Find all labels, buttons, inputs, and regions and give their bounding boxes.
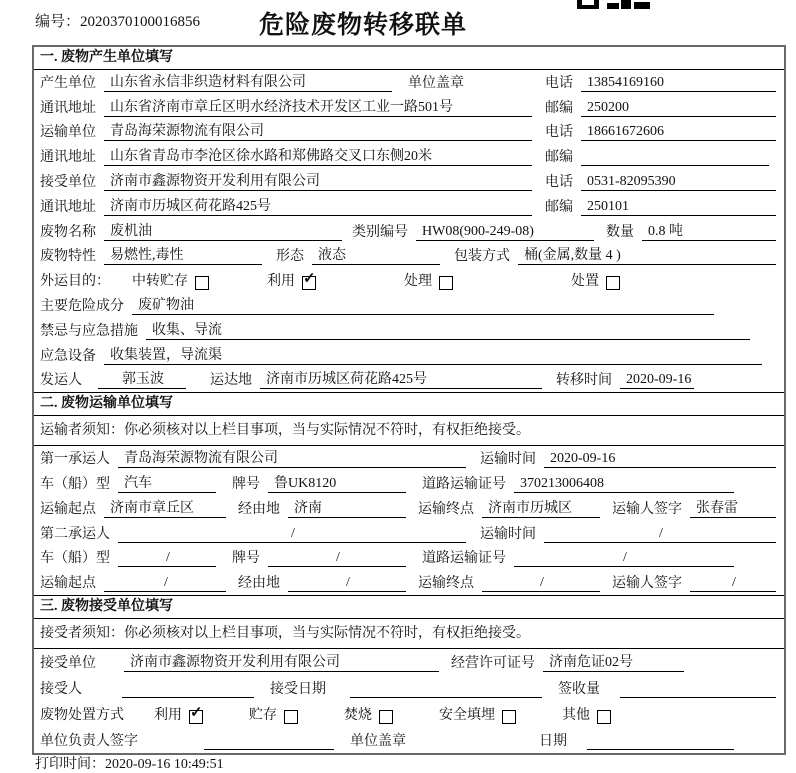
accept-unit-value: 济南市鑫源物资开发利用有限公司	[124, 651, 439, 672]
road-license-value: 370213006408	[514, 476, 734, 493]
qr-code-fragment	[577, 0, 651, 9]
carrier-sign-value: /	[690, 575, 776, 592]
section2-header: 二. 废物运输单位填写	[34, 392, 784, 416]
zip-value: 250200	[581, 100, 776, 117]
waste-name-row	[34, 219, 784, 244]
second-carrier-value: /	[118, 526, 466, 543]
head-sign-value	[204, 749, 334, 750]
taboo-measures-label: 禁忌与应急措施	[40, 323, 138, 339]
document-header	[0, 0, 796, 45]
disposal-method-row	[34, 701, 784, 727]
receiver-label: 接受单位	[40, 174, 96, 190]
address-value: 济南市历城区荷花路425号	[104, 195, 532, 216]
checkbox-transit-storage	[195, 276, 209, 290]
section1-header: 一. 废物产生单位填写	[34, 47, 784, 70]
address-label: 通讯地址	[40, 150, 96, 166]
emergency-equipment-label: 应急设备	[40, 348, 96, 364]
phone-value: 18661672606	[581, 124, 776, 141]
plate-value: /	[268, 550, 406, 567]
qr-block	[634, 2, 650, 9]
producer-value: 山东省永信非织造材料有限公司	[104, 71, 392, 92]
waste-name-label: 废物名称	[40, 224, 96, 240]
waste-character-label: 废物特性	[40, 249, 96, 265]
second-carrier-label: 第二承运人	[40, 526, 110, 542]
acceptor-label: 接受人	[40, 682, 82, 698]
shipper-label: 发运人	[40, 373, 82, 389]
print-time-label: 打印时间：	[35, 757, 105, 772]
hazard-component-label: 主要危险成分	[40, 298, 124, 314]
disposal-option-incinerate: 焚烧	[344, 708, 372, 724]
waste-name-value: 废机油	[104, 220, 342, 241]
vehicle-type-label: 车（船）型	[40, 476, 110, 492]
acceptor-value	[122, 697, 254, 698]
transporter-notice: 运输者须知：你必须核对以上栏目事项，当与实际情况不符时，有权拒绝接受。	[34, 416, 784, 446]
shipper-value: 郭玉波	[98, 368, 186, 389]
date-value	[587, 749, 734, 750]
hazard-component-row	[34, 293, 784, 318]
section3-header: 三. 废物接受单位填写	[34, 595, 784, 619]
acceptor-row	[34, 675, 784, 701]
purpose-option-reuse: 利用	[267, 274, 295, 290]
vehicle-type-value: 汽车	[118, 472, 216, 493]
plate-label: 牌号	[232, 551, 260, 567]
address-label: 通讯地址	[40, 100, 96, 116]
vehicle1-row	[34, 471, 784, 496]
first-carrier-value: 青岛海荣源物流有限公司	[118, 447, 466, 468]
head-sign-row	[34, 727, 784, 753]
vehicle2-row	[34, 546, 784, 571]
address-value: 山东省济南市章丘区明水经济技术开发区工业一路501号	[104, 96, 532, 117]
checkbox-reuse	[302, 276, 316, 290]
accept-date-label: 接受日期	[270, 682, 326, 698]
first-carrier-row	[34, 446, 784, 471]
road-license-label: 道路运输证号	[422, 551, 506, 567]
via-value: /	[288, 575, 406, 592]
permit-value: 济南危证02号	[543, 651, 684, 672]
origin-label: 运输起点	[40, 576, 96, 592]
origin-value: 济南市章丘区	[104, 497, 226, 518]
permit-label: 经营许可证号	[451, 656, 535, 672]
shipper-row	[34, 368, 784, 393]
qr-block	[607, 3, 619, 9]
first-carrier-label: 第一承运人	[40, 452, 110, 468]
second-carrier-row	[34, 521, 784, 546]
checkbox-incinerate	[379, 710, 393, 724]
packing-value: 桶(金属,数量 4 )	[518, 244, 776, 265]
category-value: HW08(900-249-08)	[416, 224, 594, 241]
disposal-method-label: 废物处置方式	[40, 708, 124, 724]
accept-date-value	[350, 697, 542, 698]
checkbox-other	[597, 710, 611, 724]
receiver-row	[34, 169, 784, 194]
accept-unit-row	[34, 649, 784, 675]
origin-value: /	[104, 575, 226, 592]
form-label: 形态	[276, 249, 304, 265]
producer-label: 产生单位	[40, 75, 96, 91]
checkbox-treat	[439, 276, 453, 290]
packing-label: 包装方式	[454, 249, 510, 265]
producer-address-row	[34, 95, 784, 120]
hazard-component-value: 废矿物油	[132, 294, 714, 315]
print-time-value: 2020-09-16 10:49:51	[105, 757, 224, 772]
phone-label: 电话	[545, 75, 573, 91]
zip-value: 250101	[581, 199, 776, 216]
route2-row	[34, 570, 784, 595]
disposal-option-storage: 贮存	[249, 708, 277, 724]
address-value: 山东省青岛市李沧区徐水路和郑佛路交叉口东侧20米	[104, 145, 532, 166]
waste-character-row	[34, 244, 784, 269]
zip-label: 邮编	[545, 150, 573, 166]
transfer-form-table	[32, 45, 786, 755]
end-value: /	[482, 575, 600, 592]
carrier-sign-label: 运输人签字	[612, 501, 682, 517]
receiver-address-row	[34, 194, 784, 219]
serial-value: 2020370100016856	[80, 14, 201, 30]
disposal-option-landfill: 安全填埋	[439, 708, 495, 724]
unit-seal-label: 单位盖章	[350, 734, 406, 750]
qr-block	[621, 0, 631, 9]
transport-time-label: 运输时间	[480, 452, 536, 468]
accept-unit-label: 接受单位	[40, 656, 96, 672]
checkbox-storage	[284, 710, 298, 724]
taboo-measures-value: 收集、导流	[146, 319, 750, 340]
destination-value: 济南市历城区荷花路425号	[260, 368, 542, 389]
phone-label: 电话	[545, 174, 573, 190]
seal-label: 单位盖章	[408, 75, 464, 91]
date-label: 日期	[539, 734, 567, 750]
carrier-sign-value: 张春雷	[690, 497, 776, 518]
page-title: 危险废物转移联单	[258, 12, 467, 39]
carrier-sign-label: 运输人签字	[612, 576, 682, 592]
transport-time-value: 2020-09-16	[544, 451, 776, 468]
disposal-option-other: 其他	[562, 708, 590, 724]
zip-label: 邮编	[545, 199, 573, 215]
origin-label: 运输起点	[40, 501, 96, 517]
transfer-time-label: 转移时间	[556, 373, 612, 389]
purpose-option-dispose: 处置	[571, 274, 599, 290]
quantity-label: 数量	[606, 224, 634, 240]
transfer-time-value: 2020-09-16	[620, 372, 694, 389]
road-license-value: /	[514, 550, 734, 567]
road-license-label: 道路运输证号	[422, 476, 506, 492]
via-value: 济南	[288, 497, 406, 518]
transport-time-value: /	[544, 526, 776, 543]
transfer-purpose-label: 外运目的：	[40, 274, 110, 290]
checkbox-reuse	[189, 710, 203, 724]
serial-label: 编号：	[35, 14, 81, 30]
destination-label: 运达地	[210, 373, 252, 389]
transfer-purpose-row	[34, 268, 784, 293]
checkbox-dispose	[606, 276, 620, 290]
phone-value: 13854169160	[581, 75, 776, 92]
end-value: 济南市历城区	[482, 497, 600, 518]
phone-value: 0531-82095390	[581, 174, 776, 191]
zip-value	[581, 165, 769, 166]
purpose-option-treat: 处理	[404, 274, 432, 290]
emergency-equipment-value: 收集装置，导流渠	[104, 344, 762, 365]
route1-row	[34, 496, 784, 521]
received-qty-value	[620, 697, 776, 698]
checkbox-landfill	[502, 710, 516, 724]
transporter-value: 青岛海荣源物流有限公司	[104, 120, 532, 141]
taboo-measures-row	[34, 318, 784, 343]
received-qty-label: 签收量	[558, 682, 600, 698]
transporter-label: 运输单位	[40, 125, 96, 141]
address-label: 通讯地址	[40, 199, 96, 215]
print-time	[35, 753, 224, 773]
vehicle-type-label: 车（船）型	[40, 551, 110, 567]
transport-time-label: 运输时间	[480, 526, 536, 542]
end-label: 运输终点	[418, 576, 474, 592]
plate-label: 牌号	[232, 476, 260, 492]
producer-row	[34, 70, 784, 95]
end-label: 运输终点	[418, 501, 474, 517]
category-label: 类别编号	[352, 224, 408, 240]
plate-value: 鲁UK8120	[268, 472, 406, 493]
transporter-address-row	[34, 144, 784, 169]
via-label: 经由地	[238, 576, 280, 592]
vehicle-type-value: /	[118, 550, 216, 567]
head-sign-label: 单位负责人签字	[40, 734, 138, 750]
purpose-option-transit-storage: 中转贮存	[132, 274, 188, 290]
receiver-notice: 接受者须知：你必须核对以上栏目事项，当与实际情况不符时，有权拒绝接受。	[34, 619, 784, 649]
form-value: 液态	[312, 244, 440, 265]
via-label: 经由地	[238, 501, 280, 517]
waste-character-value: 易燃性,毒性	[104, 244, 262, 265]
disposal-option-reuse: 利用	[154, 708, 182, 724]
quantity-value: 0.8 吨	[642, 220, 776, 241]
transporter-row	[34, 120, 784, 145]
emergency-equipment-row	[34, 343, 784, 368]
zip-label: 邮编	[545, 100, 573, 116]
phone-label: 电话	[545, 125, 573, 141]
receiver-value: 济南市鑫源物资开发利用有限公司	[104, 170, 532, 191]
qr-block	[577, 0, 599, 9]
